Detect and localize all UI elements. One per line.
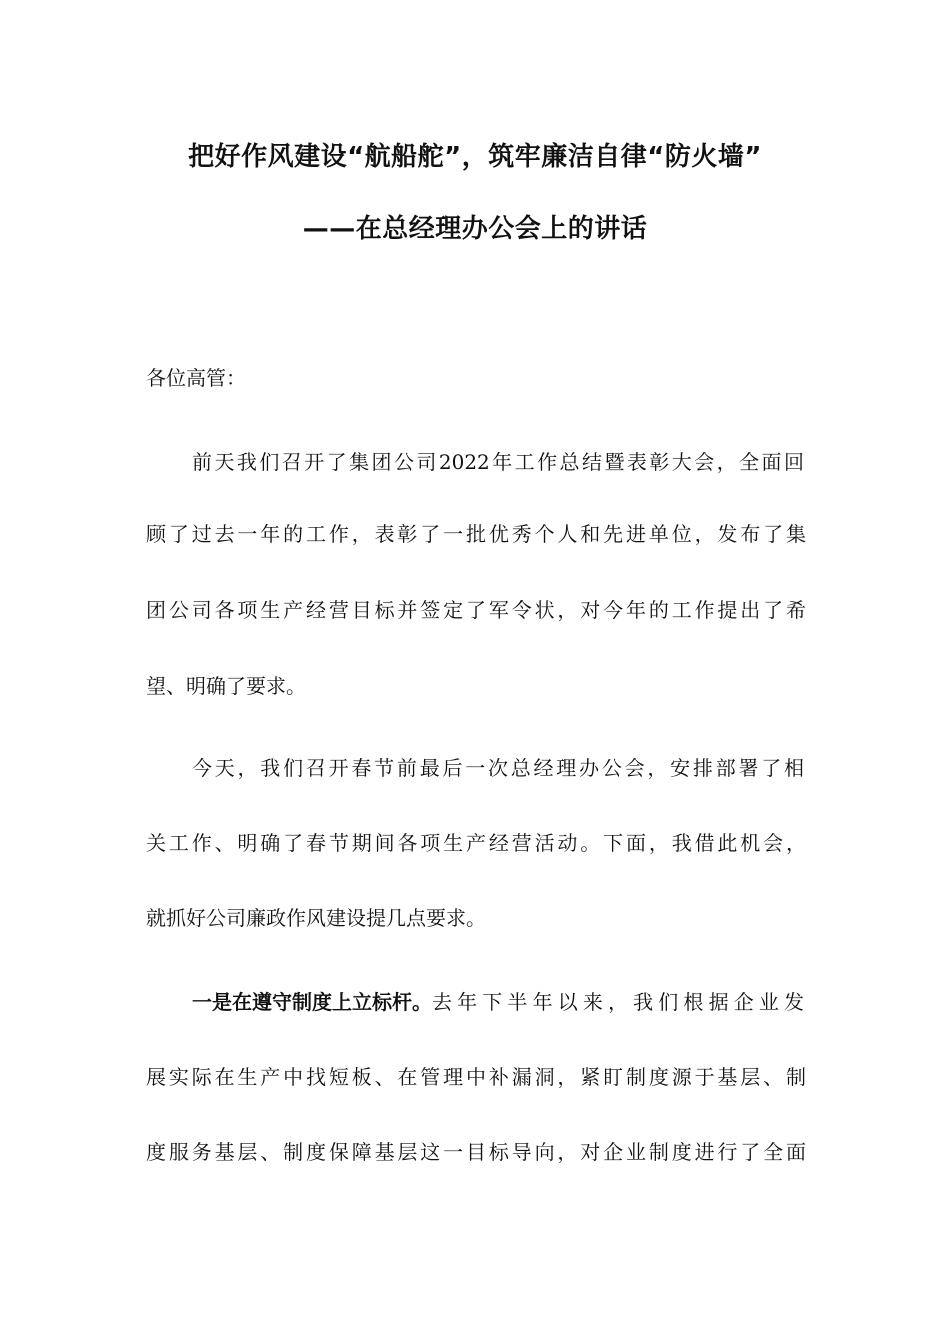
- paragraph-2-line-3: 就抓好公司廉政作风建设提几点要求。: [146, 906, 486, 930]
- paragraph-2-line-1: 今天，我们召开春节前最后一次总经理办公会，安排部署了相: [192, 756, 804, 780]
- paragraph-1-line-2: 顾了过去一年的工作，表彰了一批优秀个人和先进单位，发布了集: [146, 522, 806, 546]
- paragraph-1-line-3: 团公司各项生产经营目标并签定了军令状，对今年的工作提出了希: [146, 598, 806, 622]
- paragraph-3-heading: 一是在遵守制度上立标杆。: [192, 990, 432, 1014]
- paragraph-2-line-2: 关工作、明确了春节期间各项生产经营活动。下面，我借此机会，: [146, 831, 806, 855]
- paragraph-1-line-1: 前天我们召开了集团公司2022年工作总结暨表彰大会，全面回: [192, 450, 804, 474]
- paragraph-3-line-1: [192, 989, 804, 1015]
- paragraph-3-line-1-text: 去年下半年以来，我们根据企业发: [432, 990, 804, 1014]
- document-subtitle: ——在总经理办公会上的讲话: [302, 214, 648, 244]
- paragraph-1-line-4: 望、明确了要求。: [146, 674, 306, 698]
- paragraph-3-line-2: 展实际在生产中找短板、在管理中补漏洞，紧盯制度源于基层、制: [146, 1065, 806, 1089]
- paragraph-3-line-3: 度服务基层、制度保障基层这一目标导向，对企业制度进行了全面: [146, 1140, 806, 1164]
- salutation: 各位高管：: [146, 366, 246, 390]
- document-title: 把好作风建设“航船舵”，筑牢廉洁自律“防火墙”: [188, 142, 762, 172]
